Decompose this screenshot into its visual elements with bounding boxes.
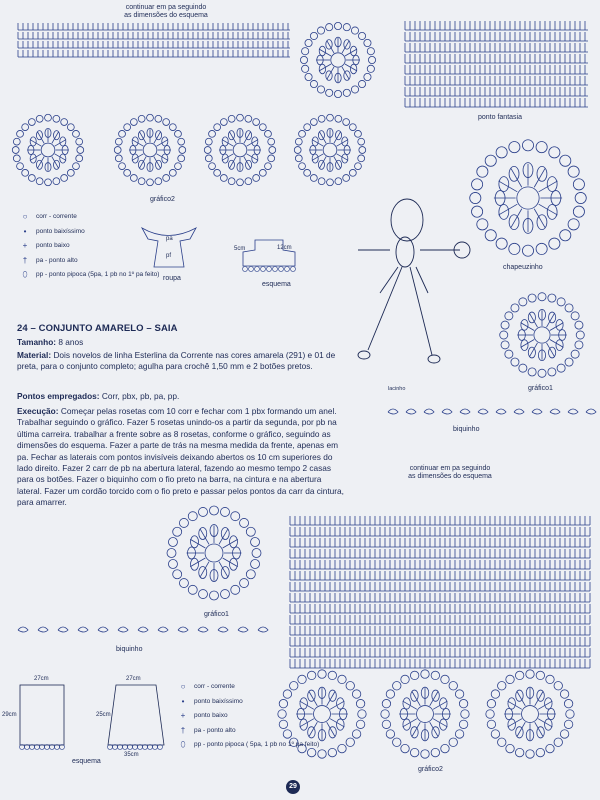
chain-loop [515,748,523,756]
chain-loop [554,682,562,690]
chain-loop [566,710,574,718]
material-text: Dois novelos de linha Esterlina da Corrente nas cores amarela (291) e 01 de preta, para o conjunto completo; agulha para crochê 1,50 mm e 2 botões pretos. [17,350,336,372]
chain-loop [536,671,544,679]
chain-loop [487,720,495,728]
esquema-label-bottom: esquema [72,758,101,765]
chain-loop [328,748,336,756]
legend-symbol-icon: ⬯ [180,740,186,750]
chain-loop [491,690,499,698]
chain-loop [179,579,188,588]
chain-loop [346,738,354,746]
chain-loop [246,527,255,536]
chain-loop [401,744,409,752]
chain-loop [441,675,449,683]
chain-loop [179,518,188,527]
esquema-bottom [0,670,180,770]
legend-symbol-icon: † [180,725,186,735]
chain-loop [173,570,182,579]
legend-row [178,738,319,753]
chain-loop [188,512,197,521]
chain-loop [318,670,326,678]
legend-row [178,695,319,710]
chain-loop [421,750,429,758]
execucao-label: Execução: [17,406,59,416]
chain-loop [220,590,229,599]
legend-symbol-icon: † [22,255,28,265]
chain-loop [461,710,469,718]
biquinho-stitch [58,627,68,632]
chain-loop [338,675,346,683]
rosette-spoke [200,562,209,577]
roupa-pa: pa [166,236,173,242]
rosette-spoke [219,529,228,544]
legend-symbol-icon: ○ [180,682,186,691]
chain-loop [546,675,554,683]
rosette-spoke [412,692,420,706]
rosette-spoke [219,562,228,577]
biquinho-stitch [258,627,268,632]
continue-note-bottom-line1: continuar em pa seguindo [409,465,491,472]
grafico2-label-bottom: gráfico2 [418,766,443,773]
chain-loop [560,730,568,738]
chain-loop [168,538,177,547]
legend-row [178,709,319,724]
legend-symbol-icon: + [180,711,186,721]
chain-loop [431,671,439,679]
size-value: 8 anos [58,337,84,347]
pontos-text: Corr, pbx, pb, pa, pp. [101,391,180,401]
chain-loop [173,527,182,536]
legend-text: ponto baixíssimo [36,227,85,235]
article-title: 24 – CONJUNTO AMARELO – SAIA [17,323,178,334]
chain-loop [199,590,208,599]
legend-text: corr - corrente [36,213,77,220]
chain-loop [455,690,463,698]
grafico1-label-bottom: gráfico1 [204,611,229,618]
chain-loop [526,670,534,678]
continue-note-bottom [380,465,520,481]
chain-loop [449,682,457,690]
biquinho-stitch [98,627,108,632]
chain-loop [459,720,467,728]
continue-note-bottom-line2: as dimensões do esquema [408,473,492,480]
chain-loop [240,579,249,588]
chain-loop [431,748,439,756]
chain-loop [188,585,197,594]
chapeuzinho-label: chapeuzinho [503,264,543,271]
dim-35: 35cm [124,752,139,758]
biquinho-stitch [118,627,128,632]
page-number: 29 [286,780,300,794]
legend-text: pa - ponto alto [36,256,78,264]
chain-loop [356,699,364,707]
legend-symbol-icon: ○ [22,212,28,221]
continue-note-line2: as dimensões do esquema [124,12,208,19]
rosette-center [522,706,539,723]
chain-loop [210,506,219,515]
dim-27b: 27cm [126,676,141,682]
chain-loop [515,671,523,679]
chain-loop [455,730,463,738]
legend-symbol-icon: • [23,226,27,236]
rosette-spoke [517,692,525,706]
chain-loop [560,690,568,698]
chain-loop [381,710,389,718]
chain-loop [356,720,364,728]
lacinho-label: lacinho [388,386,406,392]
biquinho-stitch [198,627,208,632]
grafico1-label-top: gráfico1 [528,385,553,392]
rosette-spoke [535,692,543,706]
rosette-spoke [327,692,335,706]
chain-loop [352,690,360,698]
chain-loop [393,682,401,690]
chain-loop [231,585,240,594]
chain-loop [526,750,534,758]
legend-text: pp - ponto pipoca (5pa, 1 pb no 1º pa feito) [36,271,160,279]
chain-loop [441,744,449,752]
chain-loop [410,671,418,679]
biquinho-stitch [138,627,148,632]
dim-27a: 27cm [34,676,49,682]
execucao-text: Começar pelas rosetas com 10 corr e fechar com 1 pbx formando um anel. Trabalhar seguindo o gráfico. Fazer 5 rosetas unindo-os a partir da segunda, por pb na última carreira. trabalhar a frente sobre as 8 rosetas, conforme o gráfico, seguindo as dimensões do esquema. Fazer a parte de trás na mesma medida da frente, apenas em pa. Fechar as laterais com pontos invisíveis deixando abertos os 10 cm superiores do lado direito. Fazer 2 carr de pb na abertura lateral, fazendo ao mesmo tempo 2 casas para os botões. Fazer o biquinho com o fio preto na barra, na cintura e na abertura lateral. Fazer um cordão torcido com o fio preto e passar pelos pontos da carr da cintura, para amarrer. [17,406,344,508]
legend-symbol-icon: ⬯ [22,270,28,280]
chain-loop [410,748,418,756]
rosette-spoke [430,722,438,736]
chain-loop [486,710,494,718]
continue-note-line1: continuar em pa seguindo [125,4,207,11]
legend-bottom [178,680,319,753]
chain-loop [220,507,229,516]
chain-loop [564,699,572,707]
chain-loop [246,570,255,579]
chain-loop [546,744,554,752]
chain-loop [210,591,219,600]
chain-loop [167,549,176,558]
chain-loop [240,518,249,527]
legend-symbol-icon: + [22,241,28,251]
legend-symbol-icon: • [181,696,185,706]
chain-loop [231,512,240,521]
biquinho-stitch [218,627,228,632]
chain-loop [386,730,394,738]
biquinho-stitch [18,627,28,632]
legend-text: ponto baixíssimo [194,697,243,705]
chain-loop [506,744,514,752]
rosette-spoke [412,722,420,736]
chain-loop [459,699,467,707]
chain-loop [352,730,360,738]
chain-loop [487,699,495,707]
esquema-label-top: esquema [262,281,291,288]
chain-loop [498,682,506,690]
dim-25: 25cm [96,712,111,718]
roupa-label: roupa [163,275,181,282]
rosette-spoke [200,529,209,544]
rosette-spoke [517,722,525,736]
chain-loop [168,559,177,568]
chain-loop [346,682,354,690]
roupa-pf: pf [166,253,172,259]
pontos-label: Pontos empregados: [17,391,100,401]
legend-text: ponto baixo [194,712,228,720]
chain-loop [536,748,544,756]
chain-loop [498,738,506,746]
ponto-fantasia-label: ponto fantasia [478,114,522,121]
chain-loop [328,671,336,679]
biquinho-label-top: biquinho [453,426,480,433]
rosette-spoke [430,692,438,706]
chain-loop [252,549,261,558]
legend-text: ponto baixo [36,242,70,250]
chain-loop [421,670,429,678]
grafico2-label-top: gráfico2 [150,196,175,203]
size-label: Tamanho: [17,337,57,347]
dim-29: 29cm [2,712,17,718]
biquinho-label-bottom: biquinho [116,646,143,653]
biquinho-stitch [238,627,248,632]
rosette-spoke [535,722,543,736]
biquinho-stitch [178,627,188,632]
legend-text: pa - ponto alto [194,726,236,734]
rosette-center [205,544,223,562]
legend-row [178,680,319,695]
chain-loop [491,730,499,738]
chain-loop [554,738,562,746]
legend-text: pp - ponto pipoca ( 5pa, 1 pb no 1º pa feito) [194,741,320,749]
chain-loop [401,675,409,683]
chain-loop [564,720,572,728]
chain-loop [449,738,457,746]
chain-loop [199,507,208,516]
biquinho-stitch [158,627,168,632]
chain-loop [251,559,260,568]
chain-loop [338,744,346,752]
chain-loop [506,675,514,683]
chain-loop [382,699,390,707]
chain-loop [307,671,315,679]
esquema-5cm: 5cm [234,246,246,252]
chain-loop [386,690,394,698]
chain-loop [358,710,366,718]
material-label: Material: [17,350,52,360]
chain-loop [382,720,390,728]
chain-loop [251,538,260,547]
rosette-center [417,706,434,723]
legend-row [178,724,319,739]
legend-text: corr - corrente [194,683,235,690]
biquinho-stitch [38,627,48,632]
rosette-spoke [327,722,335,736]
esquema-12cm: 12cm [277,245,292,251]
biquinho-stitch [78,627,88,632]
chain-loop [393,738,401,746]
